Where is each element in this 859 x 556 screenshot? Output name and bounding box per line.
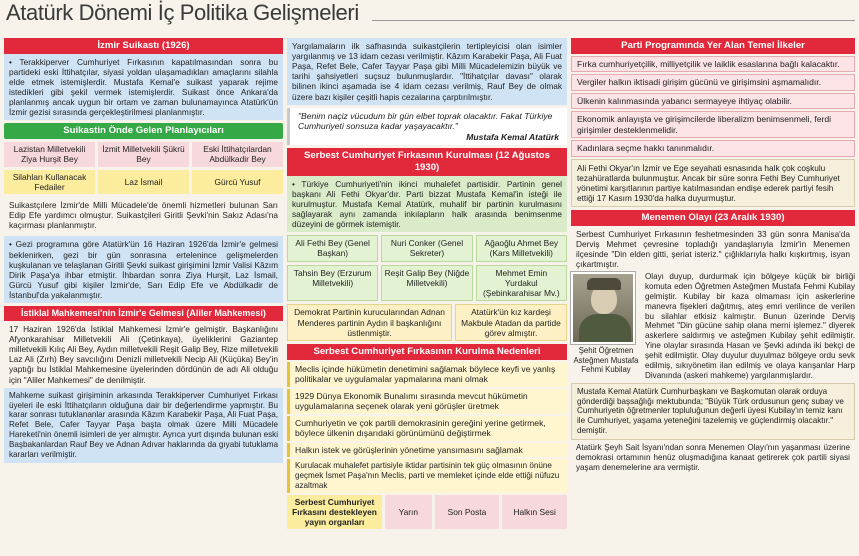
column-3 [571,38,855,553]
photo-caption: Şehit Öğretmen Asteğmen Mustafa Fehmi Kubilay [573,346,639,375]
note-menderes: Demokrat Partinin kurucularından Adnan Menderes partinin Aydın il başkanlığını üstlenmiştir. [287,304,452,341]
paragraph-mektup: Mustafa Kemal Atatürk Cumhurbaşkanı ve Başkomutan olarak orduya gönderdiği başsağlığı mektubunda; "Büyük Türk ordusunun genç subay ve Cumhuriyetin öğretmenler topluluğunun değerli üyesi Kubilay'ın temiz kanı ile Cumhuriyet, yaşama yeteneğini tazelemiş ve güçlendirmiş olacaktır." demiştir. [571,383,855,440]
paragraph-kubilay: Olayı duyup, durdurmak için bölgeye küçük bir birliği komuta eden Öğretmen Asteğmen Mustafa Fehmi Kubilay gelmiştir. Kubilay bir kaza olmaması için askerlerine manevra fişekleri dağıtmış, ateş emri verilince de verilen bu silahlar etkisiz kalmıştır. Bunun üzerinde Derviş Mehmet "Din gücüne sahip olana merni işlemez." diyerek askerlere saldırmış ve asteğmen Kubilay şehit edilmiştir. Yine olaylar sırasında Hasan ve Şevki adında iki bekçi de şehit edilmiştir. Olay duyulur duyulmaz bölgeye ordu sevk edilmiş, sıkıyönetim ilan edilmiş ve olaya karışanlar Harp Divanında (askeri mahkeme) yargılanmışlardır. [645,272,855,380]
section-header-izmir-suikasti: İzmir Suikastı (1926) [4,38,283,54]
section-header-menemen: Menemen Olayı (23 Aralık 1930) [571,210,855,226]
planner-cell: İzmit Milletvekili Şükrü Bey [98,142,189,167]
principle-item: Ülkenin kalınmasında yabancı sermayeye ihtiyaç olabilir. [571,93,855,109]
press-label: Serbest Cumhuriyet Fırkasını destekleyen yayın organları [287,495,382,530]
ataturk-quote [287,108,567,145]
planner-cell: Lazistan Milletvekili Ziya Hurşit Bey [4,142,95,167]
section-header-istiklal-mahkemesi: İstiklal Mahkemesi'nin İzmir'e Gelmesi (Aliler Mahkemesi) [4,306,283,321]
paragraph-sonuc: Atatürk Şeyh Sait İsyanı'ndan sonra Menemen Olayı'nın yaşanması üzerine demokrasi ortamının henüz oluşmadığına kanaat getirerek çok partili siyasi yaşam denemelerine ara vermiştir. [576,442,850,472]
reason-item: 1929 Dünya Ekonomik Bunalımı sırasında mevcut hükümetin uygulamalarına seçenek olarak yeni görüşler üretmek [287,389,567,414]
reason-item: Cumhuriyetin ve çok partili demokrasinin gereğini yerine getirmek, böylece ülkenin dışarıdaki görünümünü değiştirmek [287,416,567,441]
section-header-parti-programi: Parti Programında Yer Alan Temel İlkeler [571,38,855,54]
paragraph-ihbar: • Gezi programına göre Atatürk'ün 16 Haziran 1926'da İzmir'e gelmesi beklenirken, gezi bir gün sonrasına ertelenince gelişmelerden kuşkulanan ve telaşlanan Giritli Şevki suikast girişimini İzmir Valisi Kâzım Dirik Paşa'ya ihbar etmiştir. İhbardan sonra Ziya Hurşit, Laz İsmail, Gürcü Yusuf gibi kişiler İzmir'de, Sarı Edip Efe ve Abdülkadir de İstanbul'da yakalanmıştır. [4,236,283,303]
paragraph-aliler-mahkemesi: 17 Haziran 1926'da İstiklal Mahkemesi İzmir'e gelmiştir. Başkanlığını Afyonkarahisar Milletvekili Ali (Çetinkaya), üyeliklerini Gaziantep milletvekili Kılıç Ali Bey, Aydın milletvekili Reşit Galip Bey, Rize milletvekili Laz Ali (Zırh) Bey savcılığını Denizli milletvekili Necip Ali (Küçüka) Bey'in yaptığı bu İstiklal Mahkemesine üyelerinden dördünün de adı Ali olduğu için "Aliler Mahkemesi" de denilmiştir. [9,324,278,385]
quote-text: "Benim naçiz vücudum bir gün elbet toprak olacaktır. Fakat Türkiye Cumhuriyeti sonsuza kadar yaşayacaktır." [298,110,553,132]
planner-cell: Gürcü Yusuf [192,170,283,195]
founder-cell: Mehmet Emin Yurdakul (Şebinkarahisar Mv.) [476,265,567,302]
paragraph-sari-edip: Suikastçılere İzmir'de Milli Mücadele'de önemli hizmetleri bulunan Sarı Edip Efe yardımcı olmuştur. Suikastçileri Giritli Şevki'nin Sakız Adası'na kaçırması planlanmıştır. [9,200,278,231]
founder-cell: Ağaoğlu Ahmet Bey (Kars Milletvekili) [476,235,567,262]
paragraph-yargilamalar: Yargılamaların ilk safhasında suikastçilerin tertipleyicisi olan isimler yargılanmış ve 13 idam cezası verilmiştir. Kâzım Karabekir Paşa, Ali Fuat Paşa, Refet Bele, Cafer Tayyar Paşa gibi Milli Mücadelemizin büyük ve tarihi şahsiyetleri suçsuz bulunmuşlardır. "İttihatçılar davası" olarak bilinen ikinci aşamada ise 4 idam cezası verilmiş, Rauf Bey de olmak üzere bazı kişiler çeşitli hapis cezalarına çarptırılmıştır. [287,38,567,105]
principle-item: Ekonomik anlayışta ve girişimcilerde liberalizm benimsenmeli, ferdi girişimler desteklenmelidir. [571,111,855,138]
column-1 [4,38,283,553]
founder-cell: Ali Fethi Bey (Genel Başkan) [287,235,378,262]
press-item: Halkın Sesi [502,495,567,530]
reason-item: Halkın istek ve görüşlerinin yönetime yansımasını sağlamak [287,443,567,457]
planner-cell: Eski İttihatçılardan Abdülkadir Bey [192,142,283,167]
page-title: Atatürk Dönemi İç Politika Gelişmeleri [6,0,359,25]
planner-cell: Silahları Kullanacak Fedailer [4,170,95,195]
column-2 [287,38,567,553]
kubilay-photo [571,272,635,344]
founder-cell: Tahsin Bey (Erzurum Milletvekili) [287,265,378,302]
paragraph-suikast-intro: • Terakkiperver Cumhuriyet Fırkasının kapatılmasından sonra bu partideki eski İttihatçılar, siyasi yoldan ulaşamadıkları amaçlarını silahla elde etmek istemişlerdir. Mustafa Kemal'e suikast yaparak rejime istedikleri gibi şekil vermek istemişlerdir. Suikast önce Ankara'da planlanmış ancak uygun bir ortam ve zaman bulunamayınca Atatürk'ün İzmir gezisi sırasında gerçekleştirilmesi planlanmıştır. [4,54,283,121]
photo-block [571,272,641,380]
paragraph-tutuklamalar: Mahkeme suikast girişiminin arkasında Terakkiperver Cumhuriyet Fırkası üyeleri ile eski İttihatçıların olduğuna dair bir değerlendirme yapmıştır. Bu karar sonrası tutuklananlar arasında Kâzım Karabekir Paşa, Ali Fuat Paşa, Refet Bele, Cafer Tayyar Paşa başta olmak üzere Milli Mücadele Hareketi'nin önemli isimleri de yer almıştır. Ayrıca yurt dışında bulunan eski Başbakanlardan Rauf Bey ve Adnan Adıvar haklarında da gıyabi tutuklama kararları verilmiştir. [4,388,283,463]
section-header-kurulma-nedenleri: Serbest Cumhuriyet Fırkasının Kurulma Nedenleri [287,344,567,360]
kubilay-row [571,272,855,380]
note-makbule: Atatürk'ün kız kardeşi Makbule Atadan da partide görev almıştır. [455,304,567,341]
paragraph-menemen-intro: Serbest Cumhuriyet Fırkasının feshetmesinden 33 gün sonra Manisa'da Derviş Mehmet çevresine topladığı yandaşlarıyla İzmir'in Menemen ilçesinde "Din elden gitti, şeriat isteriz." çığlıklarıyla halkı kışkırtmış, isyan çıkartmıştır. [576,228,850,270]
reason-item: Kurulacak muhalefet partisiyle iktidar partisinin tek güç olmasının önüne geçmek İsmet Paşa'nın Meclis, parti ve memleket içinde elde ettiği nüfuzu azaltmak [287,459,567,493]
section-header-planlayicilar: Suikastin Önde Gelen Planlayıcıları [4,123,283,139]
paragraph-serbest-fırka: • Türkiye Cumhuriyeti'nin ikinci muhalefet partisidir. Partinin genel başkanı Ali Fethi Okyar'dır. Parti bizzat Mustafa Kemal'in isteği ile kurulmuştur. Mustafa Kemal Atatürk, muhalif bir partinin kurulmasını sağlayarak aynı zamanda inkılapların halk arasında benimsenme düzeyini de görmek istemiştir. [287,176,567,233]
principle-item: Vergiler halkın iktisadi girişim gücünü ve girişimsini aşmamalıdır. [571,74,855,90]
reason-item: Meclis içinde hükümetin denetimini sağlamak böylece keyfi ve yanlış politikalar ve uygulamalar yapmalarına mani olmak [287,362,567,387]
press-row [287,495,567,530]
founder-cell: Nuri Conker (Genel Sekreter) [381,235,472,262]
principle-item: Fırka cumhuriyetçilik, milliyetçilik ve laiklik esaslarına bağlı kalacaktır. [571,56,855,72]
founder-cell: Reşit Galip Bey (Niğde Milletvekili) [381,265,472,302]
title-rule [372,20,855,21]
section-header-serbest-fırka: Serbest Cumhuriyet Fırkasının Kurulması (12 Ağustos 1930) [287,148,567,175]
press-item: Son Posta [435,495,500,530]
founders-grid [287,232,567,304]
notes-row [287,304,567,341]
principle-item: Kadınlara seçme hakkı tanınmalıdır. [571,140,855,156]
planner-cell: Laz İsmail [98,170,189,195]
press-item: Yarın [385,495,432,530]
quote-author: Mustafa Kemal Atatürk [466,131,559,142]
planners-grid [4,139,283,197]
paragraph-fesih: Ali Fethi Okyar'ın İzmir ve Ege seyahati esnasında halk çok coşkulu tezahüratlarda bulunmuştur. Ancak bir süre sonra Fethi Bey Cumhuriyet yönetimi karşıtlarının partiye katılmasından endişe ederek partiyi fesih ettiği 17 Kasım 1930'da halka duyurmuştur. [571,159,855,207]
